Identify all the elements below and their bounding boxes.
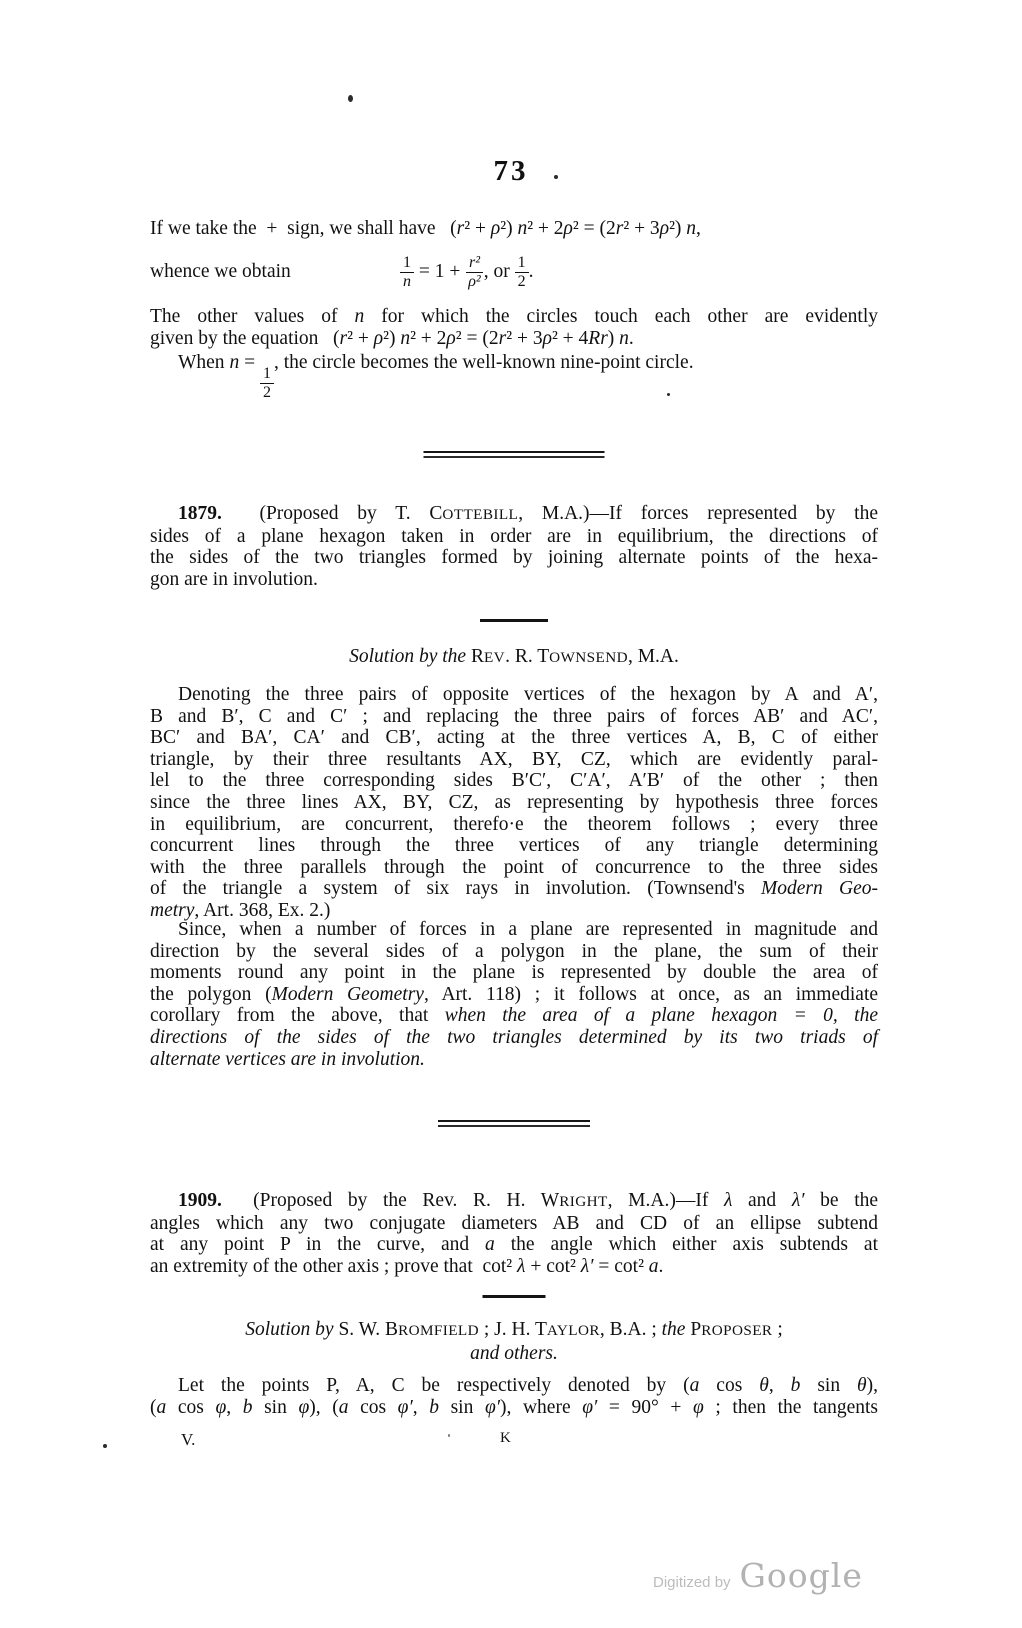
short-divider: [483, 1295, 546, 1298]
signature-mark-volume: V.: [181, 1430, 196, 1449]
scan-speck: [103, 1444, 107, 1448]
text-line: Denoting the three pairs of opposite vertices of the hexagon by A and A′,: [178, 684, 878, 705]
text-line: corollary from the above, that when the area of a plane hexagon = 0, the: [150, 1005, 878, 1027]
scan-speck: [448, 1434, 450, 1437]
divider-line-top: [438, 1120, 590, 1122]
signature-mark-sheet: K: [500, 1430, 511, 1446]
text-line: given by the equation (r² + ρ²) n² + 2ρ² = (2r² + 3ρ² + 4Rr) n.: [150, 327, 634, 349]
page-content: [150, 0, 878, 1628]
text-line: angles which any two conjugate diameters AB and CD of an ellipse subtend: [150, 1212, 878, 1234]
stacked-fraction: $\frac{1}{n}$: [400, 254, 414, 290]
problem-1909-statement: [150, 1190, 878, 1277]
paragraph-nine-point-circle: [150, 352, 878, 401]
solution-1909-paragraph: [150, 1375, 878, 1418]
section-divider: [424, 451, 605, 458]
google-logo: Google: [739, 1556, 863, 1595]
text-line: direction by the several sides of a polygon in the plane, the sum of their: [150, 940, 878, 962]
text-line: Since, when a number of forces in a plane are represented in magnitude and: [178, 919, 878, 940]
text-line: an extremity of the other axis ; prove that cot² λ + cot² λ′ = cot² a.: [150, 1255, 664, 1277]
solution-1879-paragraph-1: [150, 684, 878, 922]
stacked-fraction: $\frac{1}{2}$: [260, 365, 274, 401]
text-line: B and B′, C and C′ ; and replacing the three pairs of forces AB′ and AC′,: [150, 705, 878, 727]
text-line: concurrent lines through the three vertices of any triangle determining: [150, 835, 878, 857]
short-divider: [480, 619, 548, 622]
text-line: triangle, by their three resultants AX, BY, CZ, which are evidently paral-: [150, 748, 878, 770]
equation-label: whence we obtain: [150, 261, 291, 282]
section-divider: [438, 1120, 590, 1127]
text-line: BC′ and BA′, CA′ and CB′, acting at the three vertices A, B, C of either: [150, 727, 878, 749]
text-line: the polygon (Modern Geometry, Art. 118) ; it follows at once, as an immediate: [150, 983, 879, 1005]
scan-speck: [348, 95, 353, 102]
text-line: metry, Art. 368, Ex. 2.): [150, 899, 331, 921]
solution-1879-heading: Solution by the REV. R. TOWNSEND, M.A.: [349, 646, 679, 667]
text-line: lel to the three corresponding sides B′C′, C′A′, A′B′ of the other ; then: [150, 770, 878, 792]
text-line: The other values of n for which the circles touch each other are evidently: [150, 306, 878, 327]
divider-line-top: [424, 451, 605, 453]
solution-1909-heading-line-2: and others.: [470, 1343, 558, 1364]
page-number: 73: [493, 155, 529, 187]
text-line: directions of the sides of the two triangles determined by its two triads of: [150, 1026, 878, 1048]
text-line: When n = $\frac{1}{2}$ , the circle becomes the well-known nine-point circle.: [178, 352, 694, 401]
scan-speck: [554, 175, 558, 179]
text-line: alternate vertices are in involution.: [150, 1048, 425, 1070]
paragraph-other-values: [150, 306, 878, 349]
text-line: of the triangle a system of six rays in involution. (Townsend's Modern Geo-: [150, 878, 879, 900]
fraction-equation: $\frac{1}{n}$ = 1 + $\frac{\text{r²}}{\text{ρ²}}$ , or $\frac{1}{2}$ .: [400, 254, 533, 290]
problem-1879-statement: [150, 503, 878, 590]
text-line: If we take the + sign, we shall have (r² + ρ²) n² + 2ρ² = (2r² + 3ρ²) n,: [150, 218, 701, 239]
text-line: (a cos φ, b sin φ), (a cos φ′, b sin φ′), where φ′ = 90° + φ ; then the tangents: [150, 1396, 878, 1418]
text-line: at any point P in the curve, and a the angle which either axis subtends at: [150, 1234, 878, 1256]
intro-equation-line-1: [150, 218, 878, 240]
watermark-prefix: Digitized by: [653, 1574, 731, 1591]
scan-speck: [667, 393, 670, 396]
solution-1909-heading-line-1: Solution by S. W. BROMFIELD ; J. H. TAYLOR, B.A. ; the PROPOSER ;: [245, 1319, 783, 1340]
text-line: sides of a plane hexagon taken in order are in equilibrium, the directions of: [150, 525, 878, 547]
divider-line-bottom: [438, 1125, 590, 1127]
text-line: moments round any point in the plane is represented by double the area of: [150, 962, 878, 984]
stacked-fraction: $\frac{1}{2}$: [515, 254, 529, 290]
text-line: Let the points P, A, C be respectively denoted by (a cos θ, b sin θ),: [178, 1375, 879, 1396]
divider-line-bottom: [424, 456, 605, 458]
text-line: with the three parallels through the point of concurrence to the three sides: [150, 856, 878, 878]
text-line: 1909. (Proposed by the Rev. R. H. WRIGHT, M.A.)—If λ and λ′ be the: [178, 1190, 879, 1211]
text-line: 1879. (Proposed by T. COTTEBILL, M.A.)—If forces represented by the: [178, 503, 878, 524]
intro-equation-line-2: [150, 246, 878, 298]
text-line: in equilibrium, are concurrent, therefo·e the theorem follows ; every three: [150, 813, 878, 835]
stacked-fraction: $\frac{\text{r²}}{\text{ρ²}}$: [465, 254, 483, 290]
text-line: the sides of the two triangles formed by joining alternate points of the hexa-: [150, 547, 878, 569]
text-line: since the three lines AX, BY, CZ, as representing by hypothesis three forces: [150, 791, 878, 813]
text-line: gon are in involution.: [150, 568, 318, 590]
digitization-watermark: [653, 1556, 863, 1595]
solution-1879-paragraph-2: [150, 919, 878, 1070]
